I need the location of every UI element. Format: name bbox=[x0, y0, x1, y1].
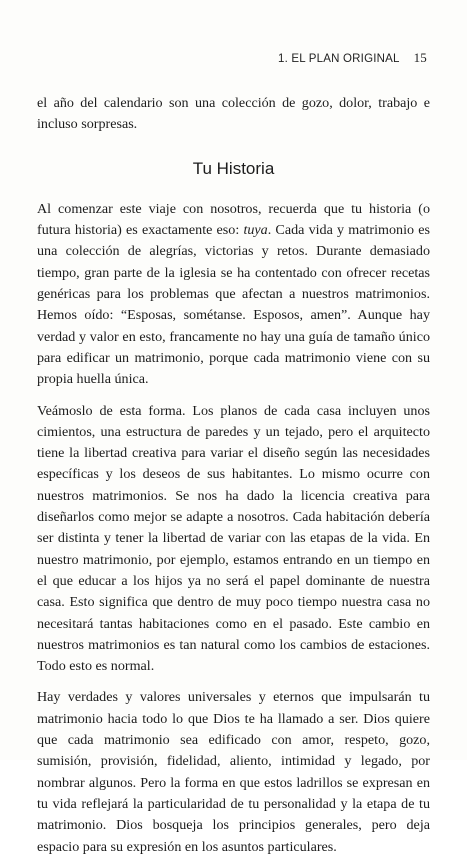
section-heading: Tu Historia bbox=[192, 158, 275, 178]
running-head-chapter: 1. EL PLAN ORIGINAL bbox=[277, 53, 400, 65]
paragraph-1 bbox=[37, 199, 430, 391]
intro-paragraph: el año del calendario son una colección de gozo, dolor, trabajo e incluso sorpresas. bbox=[37, 95, 430, 133]
paragraph-2: Veámoslo de esta forma. Los planos de cada casa incluyen unos cimientos, una estructura de paredes y un tejado, pero el arquitecto tiene la libertad creativa para variar el diseño según las necesidades específicas y los deseos de sus habitantes. Lo mismo ocurre con nuestros matrimonios. Se nos ha dado la licencia creativa para diseñarlos como mejor se adapte a nosotros. Cada habitación debería ser distinta y tener la libertad de variar con las etapas de la vida. En nuestro matrimonio, por ejemplo, estamos entrando en un tiempo en el que educar a los hijos ya no será el papel dominante de nuestra casa. Esto significa que dentro de muy poco tiempo nuestra casa no necesitará tantas habitaciones como en el pasado. Este cambio en nuestros matrimonios es tan natural como los cambios de estaciones. Todo esto es normal. bbox=[37, 402, 430, 675]
running-head bbox=[278, 50, 427, 66]
paragraph-1-after: . Cada vida y matrimonio es una colección de alegrías, victorias y retos. Durante demasiado tiempo, gran parte de la iglesia se ha contentado con ofrecer recetas genéricas para los problemas que afectan a nuestros matrimonios. Hemos oído: “Esposas, sométanse. Esposos, amen”. Aunque hay verdad y valor en esto, francamente no hay una guía de tamaño único para edificar un matrimonio, porque cada matrimonio viene con su propia huella única. bbox=[37, 222, 430, 388]
paragraph-1-before: Al comenzar este viaje con nosotros, recuerda que tu historia (o futura historia) es exactamente eso: bbox=[37, 200, 430, 239]
paragraph-1-emphasis: tuya bbox=[243, 222, 268, 239]
body-text bbox=[37, 93, 430, 858]
page-number: 15 bbox=[413, 50, 427, 65]
paragraph-3: Hay verdades y valores universales y eternos que impulsarán tu matrimonio hacia todo lo que Dios te ha llamado a ser. Dios quiere que cada matrimonio sea edificado con amor, respeto, gozo, sumisión, provisión, fidelidad, aliento, intimidad y legado, por nombrar algunos. Pero la forma en que estos ladrillos se expresan en tu vida reflejará la particularidad de tu personalidad y la etapa de tu matrimonio. Dios bosqueja los principios generales, pero deja espacio para su expresión en los asuntos particulares. bbox=[37, 689, 430, 855]
